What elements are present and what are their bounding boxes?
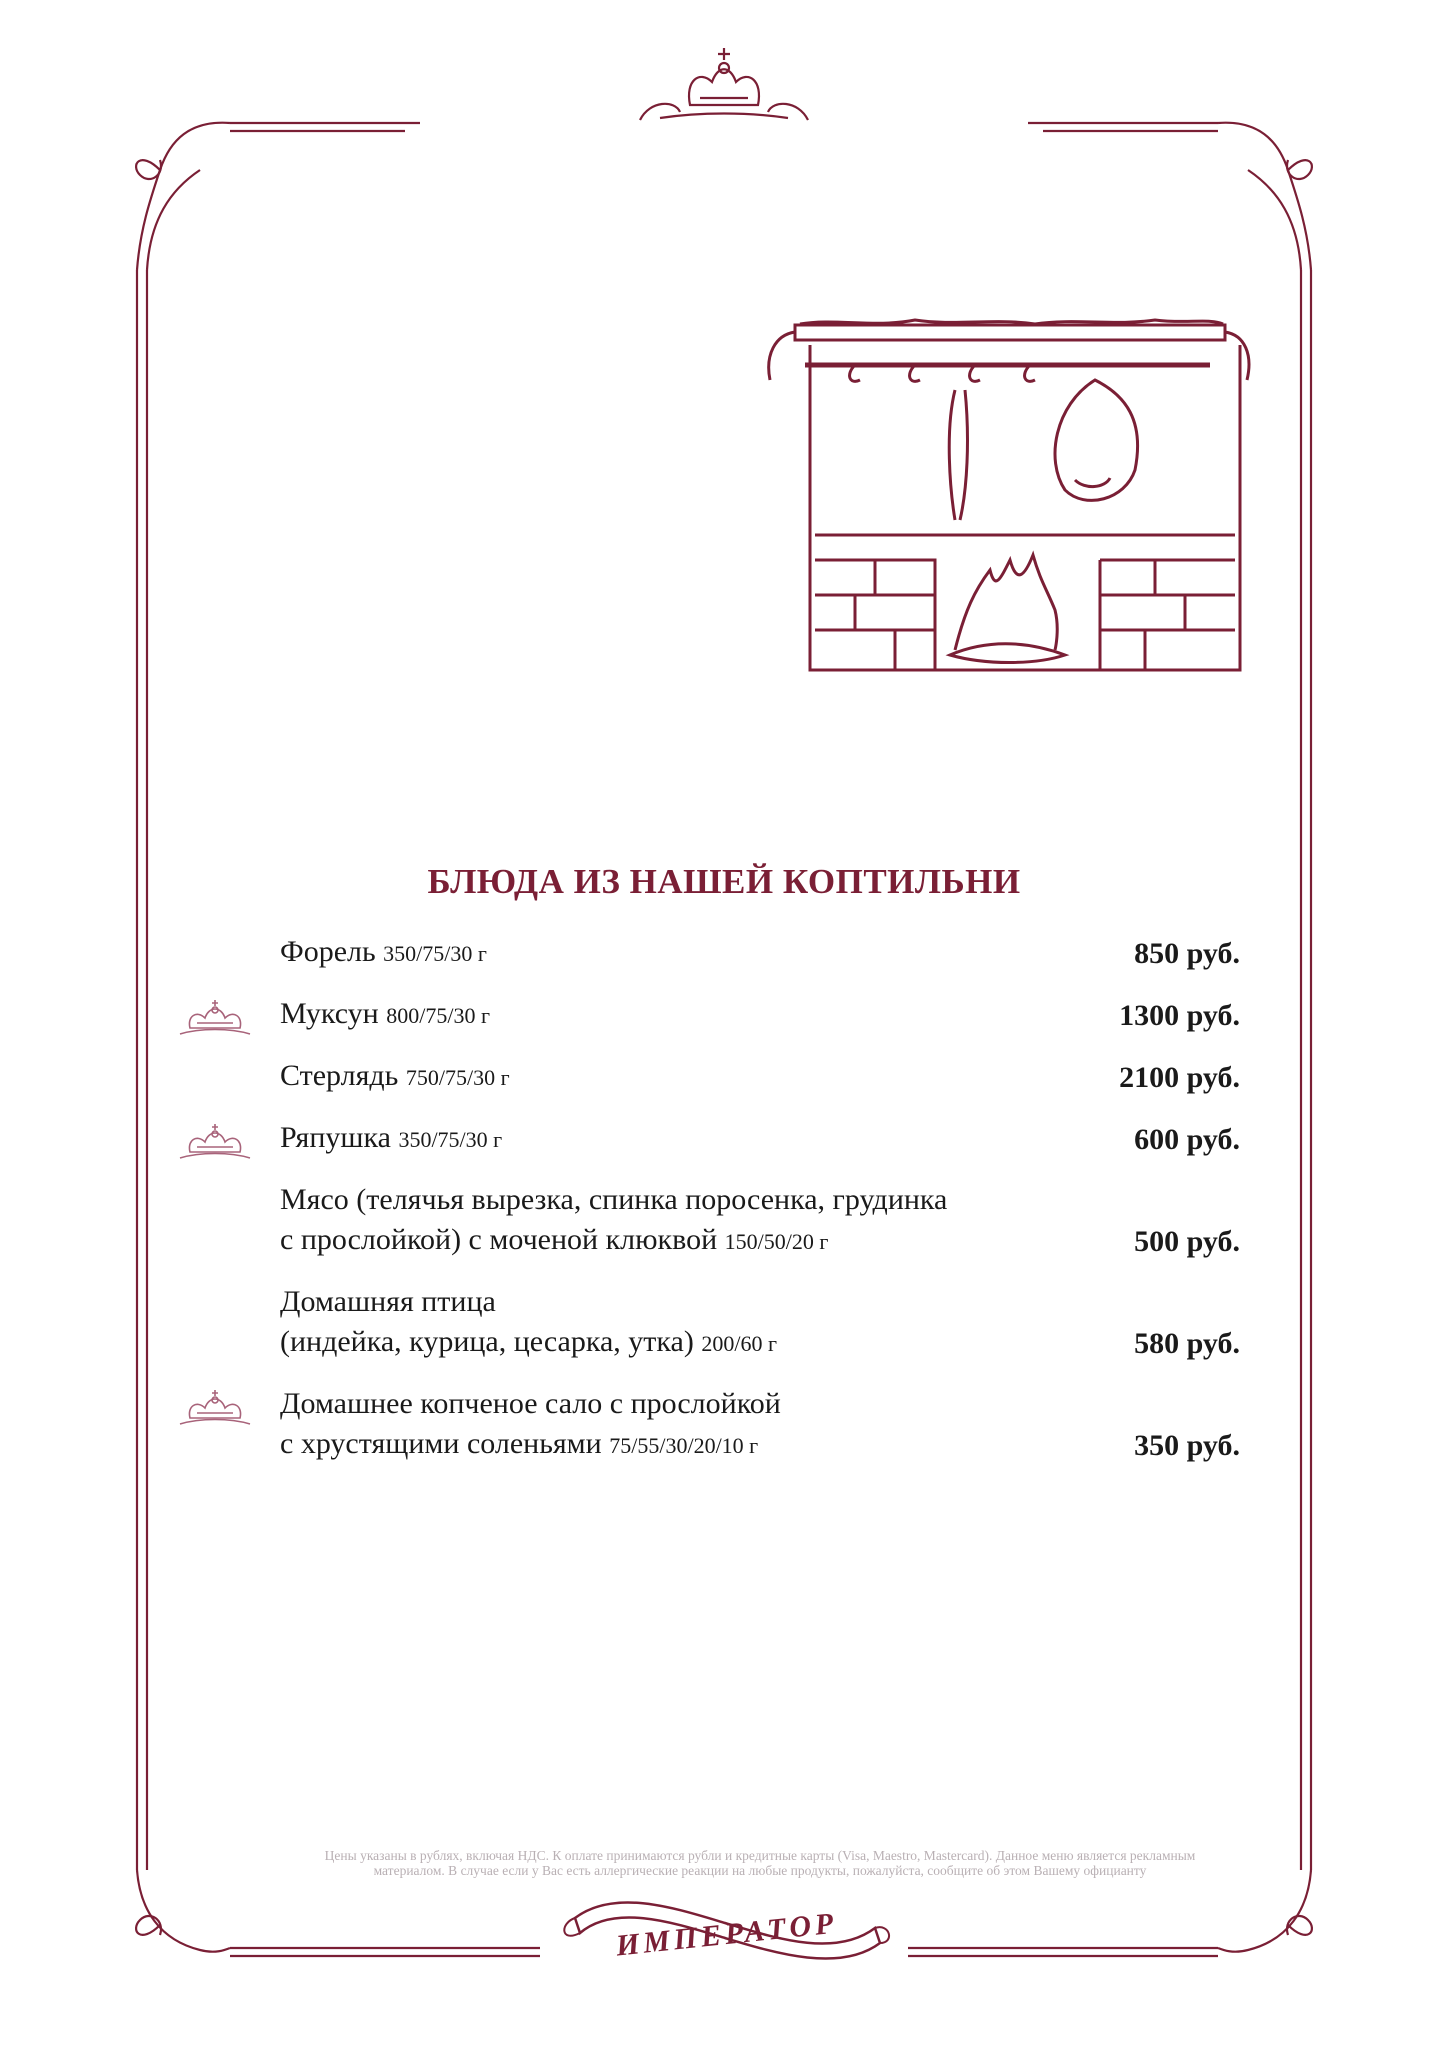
dish-name-line: с хрустящими соленьями	[280, 1427, 602, 1460]
dish-name	[280, 1387, 781, 1460]
dish-price: 350 руб.	[1134, 1429, 1240, 1462]
dish-weight: 800/75/30 г	[386, 1003, 490, 1028]
menu-item	[280, 1180, 1240, 1262]
dish-name-line: с прослойкой) с моченой клюквой	[280, 1223, 718, 1256]
menu-item	[280, 932, 1240, 974]
dish-weight: 350/75/30 г	[383, 941, 487, 966]
disclaimer-line-2: материалом. В случае если у Вас есть аллергические реакции на любые продукты, пожалуйста, сообщите об этом Вашему официанту	[373, 1863, 1147, 1878]
dish-weight: 350/75/30 г	[398, 1127, 503, 1152]
dish-price: 600 руб.	[1134, 1123, 1240, 1156]
dish-name-line: Форель	[280, 935, 376, 968]
brand-logotype: ИМПЕРАТОР	[614, 1906, 839, 1963]
smokehouse-illustration	[755, 310, 1260, 690]
dish-name-line: Домашнее копченое сало с прослойкой	[280, 1387, 781, 1420]
dish-price: 2100 руб.	[1119, 1061, 1240, 1094]
section-title: БЛЮДА ИЗ НАШЕЙ КОПТИЛЬНИ	[427, 862, 1021, 901]
menu-item	[280, 1056, 1240, 1098]
dish-name	[280, 935, 487, 968]
dish-name-line: Домашняя птица	[280, 1285, 496, 1318]
top-crown-ornament	[640, 48, 808, 120]
menu-item	[280, 1118, 1240, 1160]
crown-icon	[175, 998, 255, 1040]
disclaimer-line-1: Цены указаны в рублях, включая НДС. К оплате принимаются рубли и кредитные карты (Visa, Maestro, Mastercard). Данное меню является рекламным	[324, 1848, 1196, 1863]
dish-name	[280, 1183, 947, 1256]
dish-weight: 150/50/20 г	[724, 1229, 829, 1254]
crown-icon	[175, 1122, 255, 1164]
dish-name-line: Стерлядь	[280, 1059, 399, 1092]
crown-icon	[175, 1388, 255, 1430]
dish-price: 850 руб.	[1134, 937, 1240, 970]
imperator-logo-banner	[555, 1868, 895, 1983]
dish-name-line: Ряпушка	[280, 1121, 391, 1154]
menu-item	[280, 1384, 1240, 1466]
menu-list	[280, 932, 1240, 1486]
dish-name-line: Муксун	[280, 997, 379, 1030]
dish-weight: 750/75/30 г	[405, 1065, 510, 1090]
dish-name-line: (индейка, курица, цесарка, утка)	[280, 1325, 694, 1358]
dish-name-line: Мясо (телячья вырезка, спинка поросенка, грудинка	[280, 1183, 948, 1216]
dish-name	[280, 997, 490, 1030]
dish-price: 500 руб.	[1134, 1225, 1240, 1258]
dish-weight: 200/60 г	[701, 1331, 777, 1356]
dish-name	[280, 1121, 502, 1154]
dish-price: 580 руб.	[1134, 1327, 1240, 1360]
dish-price: 1300 руб.	[1119, 999, 1240, 1032]
dish-weight: 75/55/30/20/10 г	[609, 1433, 759, 1458]
dish-name	[280, 1059, 510, 1092]
menu-item	[280, 1282, 1240, 1364]
dish-name	[280, 1285, 777, 1358]
menu-item	[280, 994, 1240, 1036]
